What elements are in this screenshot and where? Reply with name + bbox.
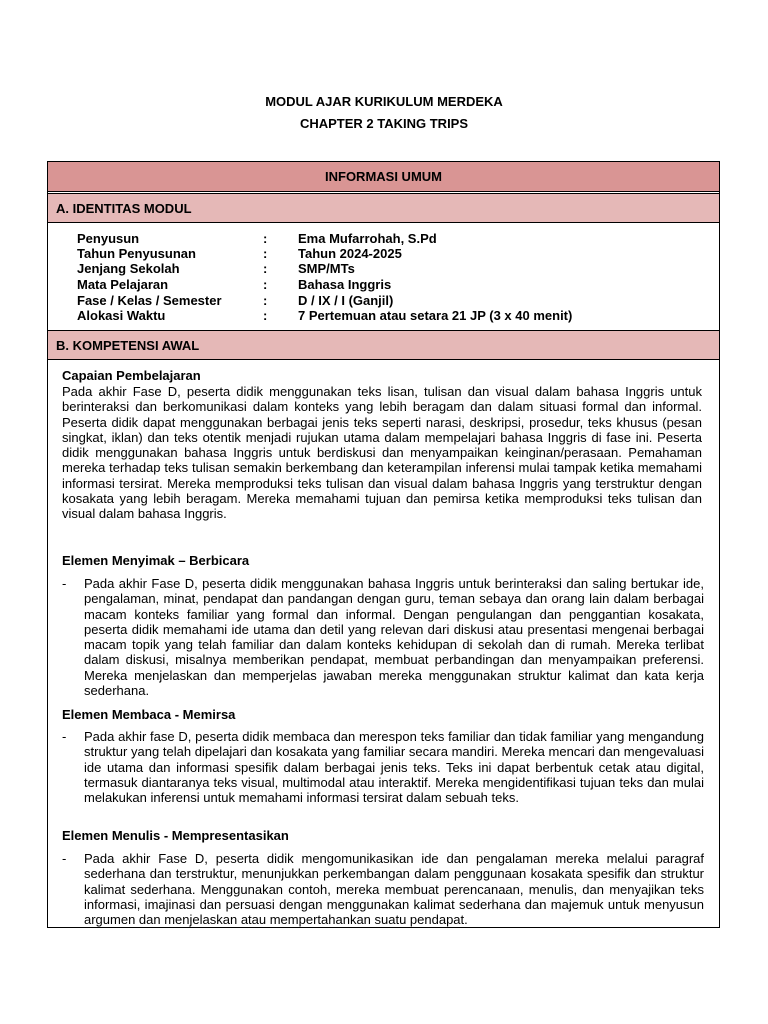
identity-colon: : bbox=[263, 231, 268, 246]
kompetensi-awal-header: B. KOMPETENSI AWAL bbox=[48, 330, 719, 360]
capaian-paragraph: Pada akhir Fase D, peserta didik menggunakan teks lisan, tulisan dan visual dalam bahasa Inggris untuk berinteraksi dan berkomunikasi dalam konteks yang lebih beragam dan dalam situasi formal dan informal. Peserta didik dapat menggunakan berbagai jenis teks seperti narasi, deskripsi, prosedur, teks khusus (pesan singkat, iklan) dan teks otentik menjadi rujukan utama dalam mempelajari bahasa Inggris di fase ini. Peserta didik menggunakan bahasa Inggris untuk berdiskusi dan menyampaikan keinginan/perasaan. Pemahaman mereka terhadap teks tulisan semakin berkembang dan keterampilan inferensi mulai tampak ketika memahami informasi tersirat. Mereka memproduksi teks tulisan dan visual dalam bahasa Inggris yang terstruktur dengan kosakata yang lebih beragam. Mereka memahami tujuan dan pemirsa ketika memproduksi teks tulisan dan visual dalam bahasa Inggris. bbox=[62, 384, 702, 522]
identity-colon: : bbox=[263, 308, 268, 323]
element-text: Pada akhir fase D, peserta didik membaca dan merespon teks familiar dan tidak familiar yang mengandung struktur yang telah dipelajari dan kosakata yang familiar secara mandiri. Mereka mencari dan mengevaluasi ide utama dan informasi spesifik dalam berbagai jenis teks. Teks ini dapat berbentuk cetak atau digital, termasuk diantaranya teks visual, multimodal atau interaktif. Mereka mengidentifikasi tujuan teks dan mulai melakukan inferensi untuk memahami informasi tersirat dalam sebuah teks. bbox=[84, 729, 704, 806]
bullet-dash: - bbox=[62, 729, 67, 744]
chapter-title: CHAPTER 2 TAKING TRIPS bbox=[299, 116, 469, 131]
identity-value: SMP/MTs bbox=[298, 261, 355, 276]
identity-colon: : bbox=[263, 277, 268, 292]
identity-label: Mata Pelajaran bbox=[77, 277, 169, 292]
document-title: MODUL AJAR KURIKULUM MERDEKA bbox=[265, 94, 503, 109]
identity-value: Bahasa Inggris bbox=[298, 277, 392, 292]
element-text: Pada akhir Fase D, peserta didik menggunakan bahasa Inggris untuk berinteraksi dan saling bertukar ide, pengalaman, minat, pendapat dan pandangan dengan guru, teman sebaya dan orang lain dalam berbagai macam konteks familiar yang formal dan informal. Dengan pengulangan dan penggantian kosakata, peserta didik memahami ide utama dan detil yang relevan dari diskusi atau presentasi mengenai berbagai macam topik yang telah familiar dan dalam konteks kehidupan di sekolah dan di rumah. Mereka terlibat dalam diskusi, misalnya memberikan pendapat, membuat perbandingan dan menyampaikan preferensi. Mereka menjelaskan dan memperjelas jawaban mereka menggunakan struktur kalimat dan kata kerja sederhana. bbox=[84, 576, 704, 699]
bullet-dash: - bbox=[62, 576, 67, 591]
capaian-title: Capaian Pembelajaran bbox=[62, 368, 201, 383]
identity-value: 7 Pertemuan atau setara 21 JP (3 x 40 menit) bbox=[298, 308, 573, 323]
identity-label: Fase / Kelas / Semester bbox=[77, 293, 222, 308]
identitas-modul-header: A. IDENTITAS MODUL bbox=[48, 193, 719, 223]
element-title: Elemen Menulis - Mempresentasikan bbox=[62, 828, 289, 843]
identity-label: Penyusun bbox=[77, 231, 140, 246]
identity-colon: : bbox=[263, 293, 268, 308]
identity-value: D / IX / I (Ganjil) bbox=[298, 293, 394, 308]
identity-colon: : bbox=[263, 246, 268, 261]
element-title: Elemen Membaca - Memirsa bbox=[62, 707, 236, 722]
identity-colon: : bbox=[263, 261, 268, 276]
identity-value: Tahun 2024-2025 bbox=[298, 246, 402, 261]
identity-value: Ema Mufarrohah, S.Pd bbox=[298, 231, 437, 246]
element-text: Pada akhir Fase D, peserta didik mengomunikasikan ide dan pengalaman mereka melalui paragraf sederhana dan terstruktur, menunjukkan perkembangan dalam penggunaan kosakata spesifik dan struktur kalimat sederhana. Menggunakan contoh, mereka membuat perencanaan, menulis, dan menyajikan teks informasi, imajinasi dan persuasi dengan menggunakan kalimat sederhana dan majemuk untuk menyusun argumen dan menjelaskan atau mempertahankan suatu pendapat. bbox=[84, 851, 704, 928]
informasi-umum-header: INFORMASI UMUM bbox=[48, 162, 719, 192]
identity-label: Jenjang Sekolah bbox=[77, 261, 180, 276]
bullet-dash: - bbox=[62, 851, 67, 866]
element-title: Elemen Menyimak – Berbicara bbox=[62, 553, 250, 568]
identity-label: Tahun Penyusunan bbox=[77, 246, 196, 261]
identity-label: Alokasi Waktu bbox=[77, 308, 166, 323]
